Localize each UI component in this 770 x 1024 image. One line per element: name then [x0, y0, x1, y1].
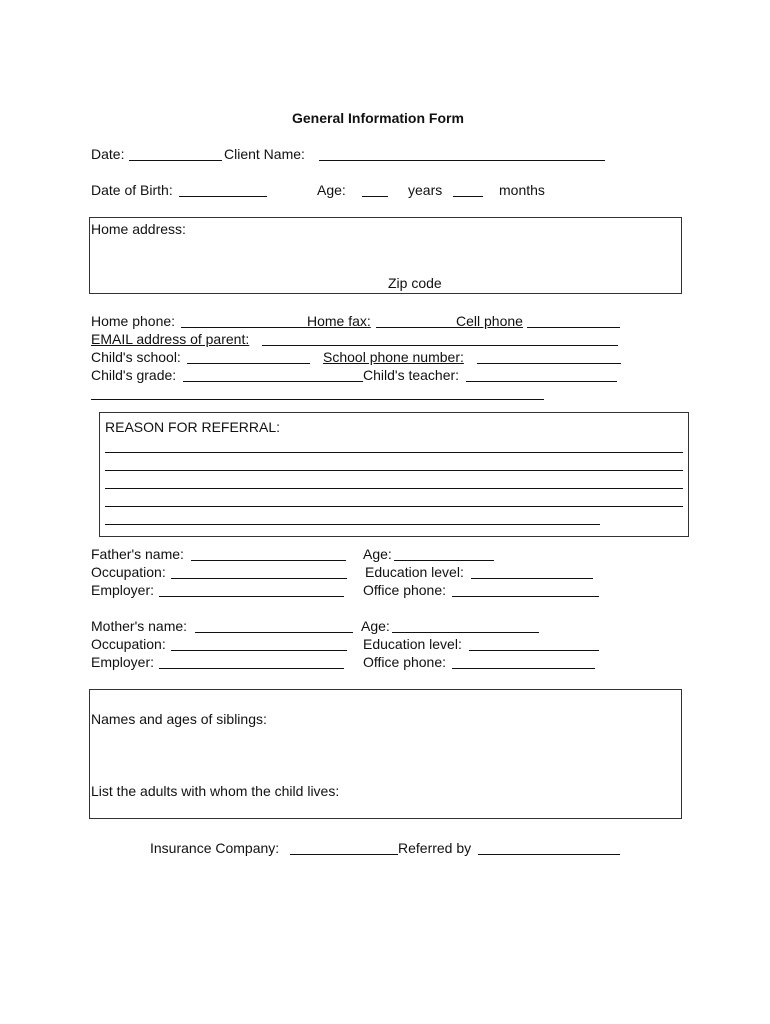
referred-by-field[interactable] [478, 854, 620, 855]
father-employer-field[interactable] [159, 596, 344, 597]
father-education-label: Education level: [365, 564, 464, 580]
childs-school-field[interactable] [187, 363, 310, 364]
zip-code-label: Zip code [388, 275, 442, 291]
mother-office-phone-label: Office phone: [363, 654, 447, 670]
fathers-name-label: Father's name: [91, 546, 184, 562]
home-phone-field[interactable] [181, 327, 307, 328]
date-field[interactable] [129, 160, 222, 161]
client-name-label: Client Name: [224, 146, 305, 162]
father-office-phone-field[interactable] [452, 596, 599, 597]
father-occupation-field[interactable] [171, 578, 347, 579]
home-fax-label: Home fax: [307, 313, 371, 329]
referral-line-2[interactable] [105, 470, 683, 471]
reason-referral-label: REASON FOR REFERRAL: [105, 419, 281, 435]
dob-field[interactable] [179, 196, 267, 197]
age-years-field[interactable] [362, 196, 388, 197]
father-age-field[interactable] [394, 560, 494, 561]
referral-line-1[interactable] [105, 452, 683, 453]
mothers-name-label: Mother's name: [91, 618, 188, 634]
referral-line-4[interactable] [105, 506, 683, 507]
home-phone-label: Home phone: [91, 313, 176, 329]
school-phone-label: School phone number: [323, 349, 464, 365]
childs-teacher-label: Child's teacher: [363, 367, 460, 383]
siblings-box[interactable] [89, 689, 682, 819]
age-months-field[interactable] [453, 196, 483, 197]
cell-phone-label: Cell phone [456, 313, 523, 329]
mother-education-label: Education level: [363, 636, 462, 652]
siblings-label: Names and ages of siblings: [91, 711, 267, 727]
father-age-label: Age: [363, 546, 392, 562]
childs-teacher-field[interactable] [466, 381, 617, 382]
email-parent-label: EMAIL address of parent: [91, 331, 250, 347]
father-employer-label: Employer: [91, 582, 155, 598]
cell-phone-field[interactable] [527, 327, 620, 328]
mother-age-label: Age: [361, 618, 390, 634]
referral-line-5[interactable] [105, 524, 600, 525]
referred-by-label: Referred by [398, 840, 472, 856]
home-fax-field[interactable] [376, 327, 456, 328]
years-label: years [408, 182, 443, 198]
childs-school-label: Child's school: [91, 349, 181, 365]
childs-grade-field[interactable] [183, 381, 363, 382]
father-office-phone-label: Office phone: [363, 582, 447, 598]
date-label: Date: [91, 146, 125, 162]
mother-office-phone-field[interactable] [452, 668, 595, 669]
insurance-field[interactable] [290, 854, 398, 855]
referral-line-3[interactable] [105, 488, 683, 489]
mother-occupation-field[interactable] [171, 650, 347, 651]
adults-label: List the adults with whom the child lives: [91, 783, 340, 799]
email-parent-field[interactable] [262, 345, 618, 346]
father-occupation-label: Occupation: [91, 564, 166, 580]
father-education-field[interactable] [471, 578, 593, 579]
childs-grade-label: Child's grade: [91, 367, 177, 383]
insurance-label: Insurance Company: [150, 840, 280, 856]
fathers-name-field[interactable] [191, 560, 346, 561]
age-label: Age: [317, 182, 346, 198]
mother-occupation-label: Occupation: [91, 636, 166, 652]
mother-age-field[interactable] [392, 632, 539, 633]
dob-label: Date of Birth: [91, 182, 173, 198]
mothers-name-field[interactable] [195, 632, 353, 633]
months-label: months [499, 182, 545, 198]
mother-employer-label: Employer: [91, 654, 155, 670]
mother-education-field[interactable] [469, 650, 599, 651]
client-name-field[interactable] [319, 160, 605, 161]
form-title: General Information Form [292, 110, 464, 126]
mother-employer-field[interactable] [159, 668, 344, 669]
separator-line [91, 399, 544, 400]
home-address-label: Home address: [91, 221, 186, 237]
school-phone-field[interactable] [477, 363, 621, 364]
